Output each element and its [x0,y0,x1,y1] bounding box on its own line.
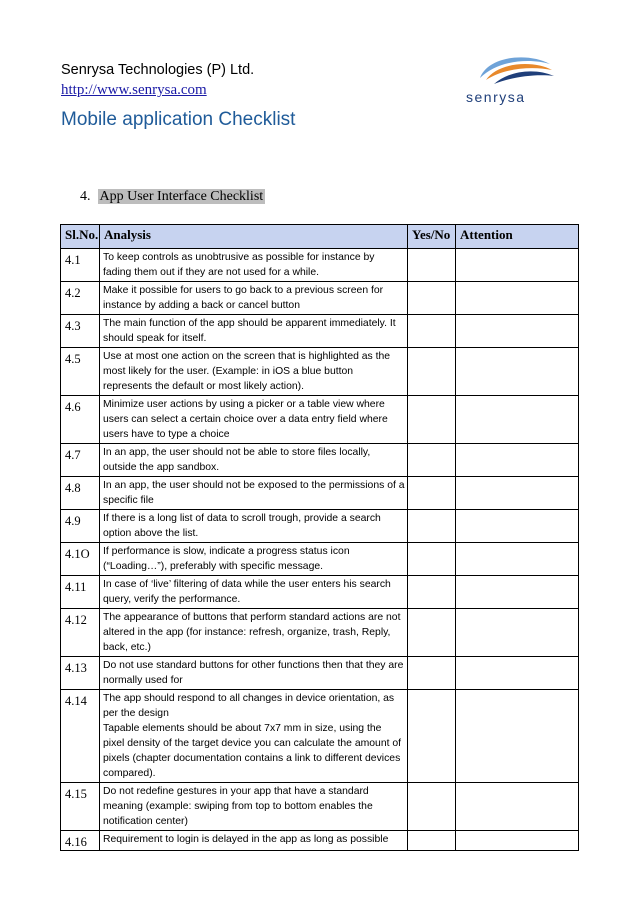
column-header-attention: Attention [456,225,579,249]
row-number: 4.9 [61,510,100,543]
row-number: 4.11 [61,576,100,609]
table-row [61,543,579,576]
column-header-slno: Sl.No. [61,225,100,249]
yes-no-cell[interactable] [408,831,456,851]
row-number: 4.5 [61,348,100,396]
row-analysis [100,690,408,783]
row-number: 4.8 [61,477,100,510]
attention-cell[interactable] [456,444,579,477]
document-title: Mobile application Checklist [61,109,296,130]
yes-no-cell[interactable] [408,315,456,348]
yes-no-cell[interactable] [408,510,456,543]
row-analysis: Do not use standard buttons for other functions then that they are normally used for [100,657,408,690]
table-header-row [61,225,579,249]
attention-cell[interactable] [456,282,579,315]
table-row [61,477,579,510]
row-number: 4.7 [61,444,100,477]
attention-cell[interactable] [456,348,579,396]
row-analysis-text-secondary: Tapable elements should be about 7x7 mm in size, using the pixel density of the target device you can calculate the amount of pixels (chapter documentation contains a link to different devices compared). [103,723,402,779]
attention-cell[interactable] [456,510,579,543]
yes-no-cell[interactable] [408,783,456,831]
row-analysis: Requirement to login is delayed in the app as long as possible [100,831,408,851]
logo-wordmark: senrysa [466,89,526,105]
attention-cell[interactable] [456,315,579,348]
yes-no-cell[interactable] [408,576,456,609]
row-analysis: Minimize user actions by using a picker or a table view where users can select a certain choice over a data entry field where users have to type a choice [100,396,408,444]
attention-cell[interactable] [456,576,579,609]
attention-cell[interactable] [456,831,579,851]
table-row [61,609,579,657]
table-row [61,690,579,783]
row-analysis: In an app, the user should not be able to store files locally, outside the app sandbox. [100,444,408,477]
row-number: 4.12 [61,609,100,657]
yes-no-cell[interactable] [408,609,456,657]
table-row [61,249,579,282]
row-number: 4.6 [61,396,100,444]
attention-cell[interactable] [456,396,579,444]
section-heading [80,189,265,205]
company-url-link[interactable]: http://www.senrysa.com [61,82,207,98]
attention-cell[interactable] [456,783,579,831]
table-row [61,783,579,831]
row-analysis: If performance is slow, indicate a progress status icon (“Loading…”), preferably with specific message. [100,543,408,576]
table-row [61,657,579,690]
checklist-table [60,224,579,851]
row-number: 4.14 [61,690,100,783]
attention-cell[interactable] [456,249,579,282]
section-number: 4. [80,189,91,204]
table-row [61,510,579,543]
yes-no-cell[interactable] [408,543,456,576]
table-row [61,576,579,609]
yes-no-cell[interactable] [408,282,456,315]
row-analysis: The main function of the app should be apparent immediately. It should speak for itself. [100,315,408,348]
yes-no-cell[interactable] [408,444,456,477]
company-name: Senrysa Technologies (P) Ltd. [61,62,255,78]
table-row [61,444,579,477]
row-analysis: In an app, the user should not be exposed to the permissions of a specific file [100,477,408,510]
row-number: 4.1 [61,249,100,282]
attention-cell[interactable] [456,543,579,576]
yes-no-cell[interactable] [408,657,456,690]
row-analysis: The appearance of buttons that perform standard actions are not altered in the app (for instance: refresh, organize, trash, Reply, back, etc.) [100,609,408,657]
attention-cell[interactable] [456,690,579,783]
row-analysis: Make it possible for users to go back to a previous screen for instance by adding a back or cancel button [100,282,408,315]
column-header-analysis: Analysis [100,225,408,249]
table-row [61,282,579,315]
table-row [61,315,579,348]
row-number: 4.15 [61,783,100,831]
yes-no-cell[interactable] [408,249,456,282]
table-row [61,348,579,396]
row-analysis: In case of ‘live’ filtering of data while the user enters his search query, verify the performance. [100,576,408,609]
yes-no-cell[interactable] [408,690,456,783]
row-number: 4.2 [61,282,100,315]
attention-cell[interactable] [456,657,579,690]
row-number: 4.16 [61,831,100,851]
row-analysis: To keep controls as unobtrusive as possible for instance by fading them out if they are not used for a while. [100,249,408,282]
yes-no-cell[interactable] [408,396,456,444]
yes-no-cell[interactable] [408,348,456,396]
row-number: 4.3 [61,315,100,348]
row-number: 4.1O [61,543,100,576]
row-analysis: If there is a long list of data to scroll trough, provide a search option above the list. [100,510,408,543]
table-row [61,396,579,444]
senrysa-logo [458,50,568,110]
row-number: 4.13 [61,657,100,690]
row-analysis: Use at most one action on the screen that is highlighted as the most likely for the user. (Example: in iOS a blue button represents the default or most likely action). [100,348,408,396]
row-analysis: Do not redefine gestures in your app that have a standard meaning (example: swiping from top to bottom enables the notification center) [100,783,408,831]
section-title: App User Interface Checklist [99,189,264,204]
attention-cell[interactable] [456,477,579,510]
row-analysis-text: The app should respond to all changes in device orientation, as per the design [103,693,395,719]
attention-cell[interactable] [456,609,579,657]
yes-no-cell[interactable] [408,477,456,510]
column-header-yes-no: Yes/No [408,225,456,249]
table-row [61,831,579,851]
